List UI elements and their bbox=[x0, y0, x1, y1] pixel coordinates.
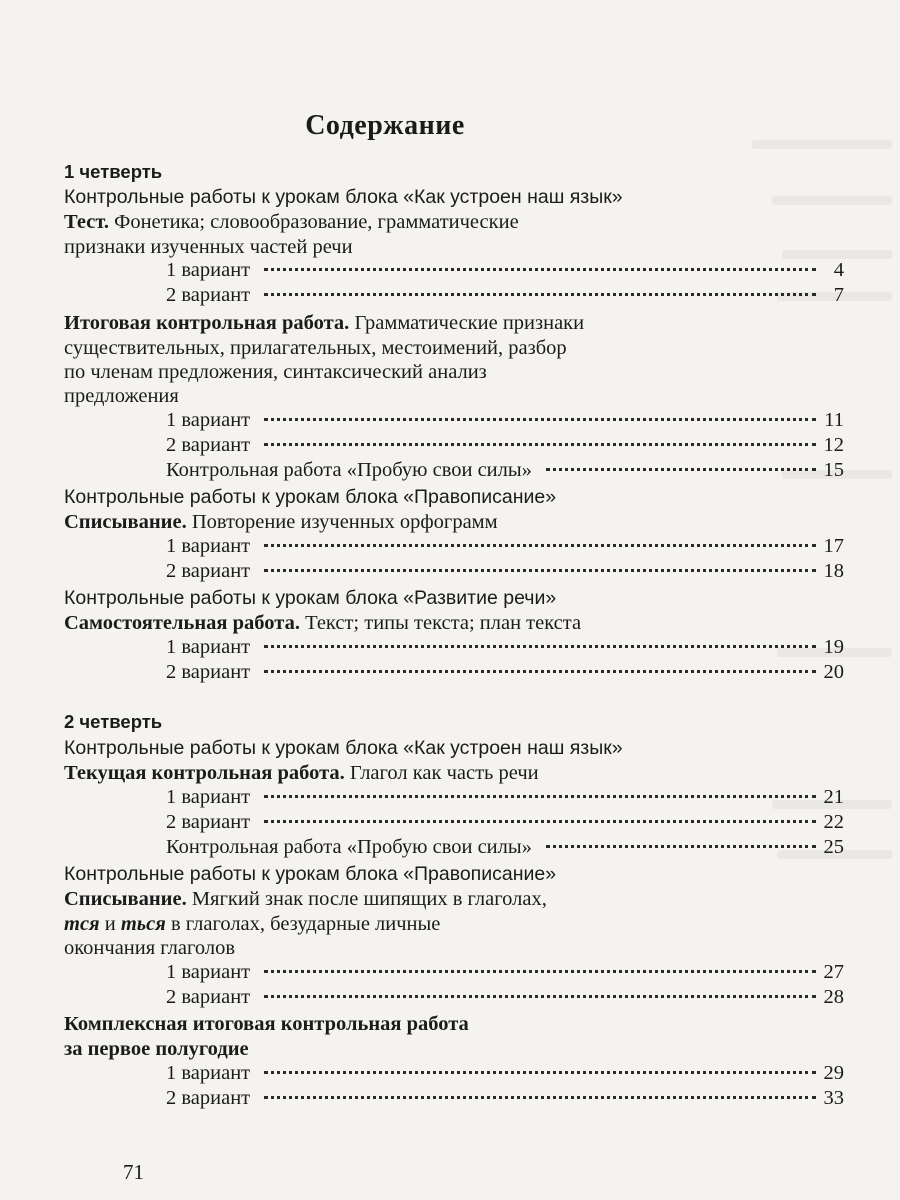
toc-row[interactable] bbox=[166, 786, 844, 811]
q1-final-desc-line3: по членам предложения, синтаксический анализ bbox=[64, 361, 487, 383]
toc-row[interactable] bbox=[166, 259, 844, 284]
conjunction: и bbox=[104, 913, 116, 935]
q1-indep-entry bbox=[64, 611, 834, 636]
dot-leader bbox=[546, 468, 816, 471]
q2-copy-title: Списывание. bbox=[64, 888, 187, 910]
page-number: 71 bbox=[123, 1160, 144, 1184]
q1-test-title: Тест. bbox=[64, 211, 109, 233]
toc-row[interactable] bbox=[166, 836, 844, 861]
toc-row-label: Контрольная работа «Пробую свои силы» bbox=[166, 836, 532, 858]
toc-row[interactable] bbox=[166, 986, 844, 1011]
dot-leader bbox=[264, 670, 816, 673]
q2-copy-desc-line2 bbox=[64, 912, 834, 937]
toc-row[interactable] bbox=[166, 560, 844, 585]
dot-leader bbox=[264, 569, 816, 572]
q1-block-language-heading: Контрольные работы к урокам блока «Как устроен наш язык» bbox=[64, 186, 623, 208]
toc-row-label: Контрольная работа «Пробую свои силы» bbox=[166, 459, 532, 481]
toc-row-page: 11 bbox=[824, 409, 844, 431]
dot-leader bbox=[264, 1096, 816, 1099]
toc-row-label: 1 вариант bbox=[166, 636, 251, 658]
dot-leader bbox=[264, 443, 816, 446]
toc-row-page: 4 bbox=[833, 259, 844, 281]
q2-current-title: Текущая контрольная работа. bbox=[64, 762, 345, 784]
q1-indep-desc: Текст; типы текста; план текста bbox=[305, 612, 582, 634]
toc-row-page: 20 bbox=[823, 661, 844, 683]
toc-row-label: 1 вариант bbox=[166, 786, 251, 808]
toc-row-label: 1 вариант bbox=[166, 409, 251, 431]
toc-row-page: 22 bbox=[823, 811, 844, 833]
toc-row-page: 29 bbox=[823, 1062, 844, 1084]
page-title: Содержание bbox=[305, 110, 465, 141]
toc-row-page: 28 bbox=[823, 986, 844, 1008]
toc-row-label: 1 вариант bbox=[166, 259, 251, 281]
q2-copy-desc-line2-rest: в глаголах, безударные личные bbox=[170, 913, 441, 935]
q1-block-speech-heading: Контрольные работы к урокам блока «Развитие речи» bbox=[64, 587, 557, 609]
dot-leader bbox=[546, 845, 816, 848]
toc-row-page: 18 bbox=[823, 560, 844, 582]
q1-test-desc-line2: признаки изученных частей речи bbox=[64, 236, 353, 258]
quarter-2-heading: 2 четверть bbox=[64, 711, 163, 732]
toc-row-label: 1 вариант bbox=[166, 1062, 251, 1084]
toc-row-label: 2 вариант bbox=[166, 986, 251, 1008]
q1-final-desc-line1: Грамматические признаки bbox=[354, 312, 585, 334]
toc-row-label: 2 вариант bbox=[166, 1087, 251, 1109]
toc-row-page: 21 bbox=[823, 786, 844, 808]
toc-row[interactable] bbox=[166, 535, 844, 560]
toc-row[interactable] bbox=[166, 961, 844, 986]
dot-leader bbox=[264, 645, 816, 648]
q2-copy-entry bbox=[64, 887, 834, 912]
toc-row[interactable] bbox=[166, 434, 844, 459]
toc-row-page: 27 bbox=[823, 961, 844, 983]
dot-leader bbox=[264, 544, 816, 547]
toc-row-page: 12 bbox=[823, 434, 844, 456]
toc-row-page: 15 bbox=[823, 459, 844, 481]
toc-row[interactable] bbox=[166, 636, 844, 661]
q1-indep-title: Самостоятельная работа. bbox=[64, 612, 300, 634]
q2-copy-desc-line3: окончания глаголов bbox=[64, 937, 236, 959]
toc-row-page: 7 bbox=[833, 284, 844, 306]
toc-row[interactable] bbox=[166, 811, 844, 836]
q2-complex-title-line1: Комплексная итоговая контрольная работа bbox=[64, 1013, 469, 1035]
toc-row-label: 2 вариант bbox=[166, 434, 251, 456]
q2-block-language-heading: Контрольные работы к урокам блока «Как устроен наш язык» bbox=[64, 737, 623, 759]
toc-row-page: 19 bbox=[823, 636, 844, 658]
toc-row-label: 2 вариант bbox=[166, 661, 251, 683]
q2-current-desc: Глагол как часть речи bbox=[349, 762, 539, 784]
q1-copy-title: Списывание. bbox=[64, 511, 187, 533]
toc-row[interactable] bbox=[166, 661, 844, 686]
toc-row[interactable] bbox=[166, 409, 844, 434]
q1-test-entry bbox=[64, 210, 834, 235]
dot-leader bbox=[264, 820, 816, 823]
dot-leader bbox=[264, 795, 816, 798]
toc-row[interactable] bbox=[166, 1062, 844, 1087]
suffix-tsya: тся bbox=[64, 913, 100, 935]
dot-leader bbox=[264, 268, 816, 271]
q1-final-entry bbox=[64, 311, 834, 336]
q1-final-desc-line4: предложения bbox=[64, 385, 179, 407]
q1-final-desc-line2: существительных, прилагательных, местоимений, разбор bbox=[64, 337, 567, 359]
q2-complex-title-line2: за первое полугодие bbox=[64, 1038, 249, 1060]
q1-final-title: Итоговая контрольная работа. bbox=[64, 312, 350, 334]
toc-row[interactable] bbox=[166, 1087, 844, 1112]
dot-leader bbox=[264, 970, 816, 973]
toc-row[interactable] bbox=[166, 284, 844, 309]
toc-row-label: 2 вариант bbox=[166, 811, 251, 833]
toc-row-label: 1 вариант bbox=[166, 535, 251, 557]
q1-copy-desc: Повторение изученных орфограмм bbox=[191, 511, 498, 533]
toc-row[interactable] bbox=[166, 459, 844, 484]
suffix-tsya-soft: ться bbox=[120, 913, 166, 935]
toc-row-label: 2 вариант bbox=[166, 560, 251, 582]
toc-row-page: 17 bbox=[823, 535, 844, 557]
toc-row-page: 33 bbox=[823, 1087, 844, 1109]
dot-leader bbox=[264, 995, 816, 998]
q2-copy-desc-line1: Мягкий знак после шипящих в глаголах, bbox=[191, 888, 547, 910]
q1-block-spelling-heading: Контрольные работы к урокам блока «Правописание» bbox=[64, 486, 557, 508]
dot-leader bbox=[264, 418, 816, 421]
q2-block-spelling-heading: Контрольные работы к урокам блока «Правописание» bbox=[64, 863, 557, 885]
dot-leader bbox=[264, 1071, 816, 1074]
toc-row-page: 25 bbox=[823, 836, 844, 858]
dot-leader bbox=[264, 293, 816, 296]
q1-test-desc-line1: Фонетика; словообразование, грамматические bbox=[114, 211, 519, 233]
q2-current-entry bbox=[64, 761, 834, 786]
toc-row-label: 2 вариант bbox=[166, 284, 251, 306]
q1-copy-entry bbox=[64, 510, 834, 535]
quarter-1-heading: 1 четверть bbox=[64, 161, 163, 182]
toc-row-label: 1 вариант bbox=[166, 961, 251, 983]
